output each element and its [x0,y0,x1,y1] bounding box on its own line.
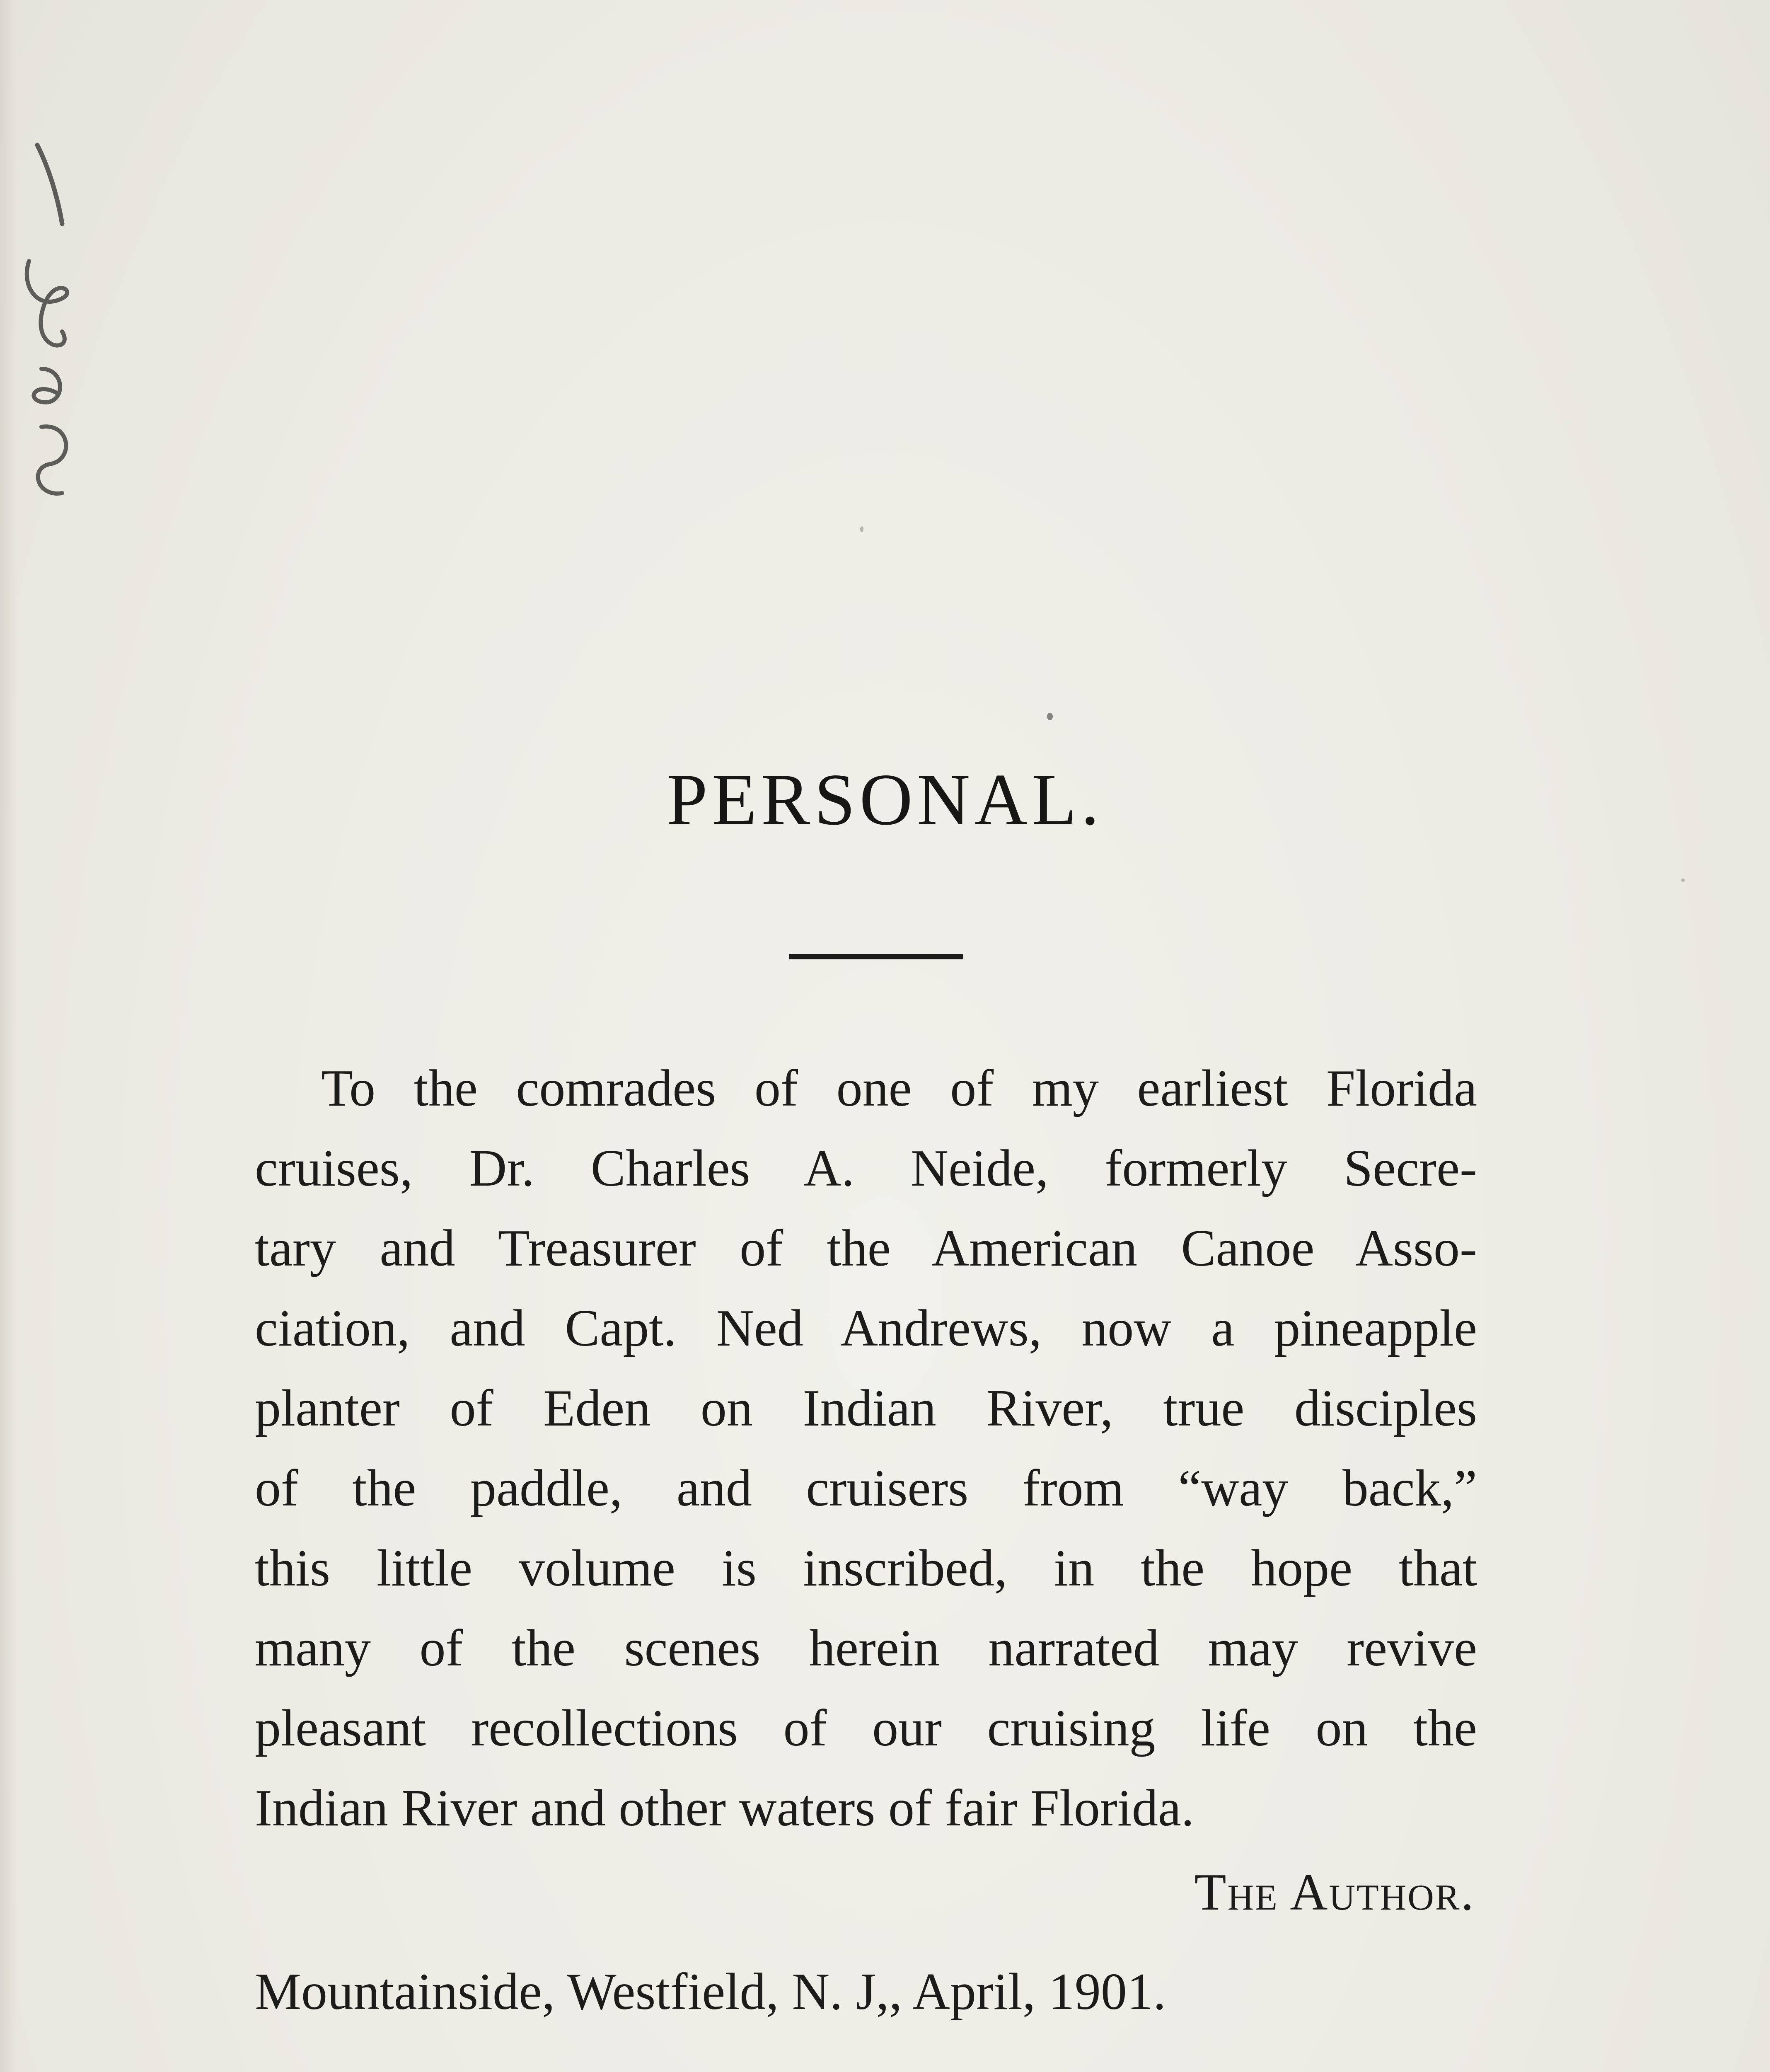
paper-speck [1047,713,1053,720]
paper-speck [860,526,863,532]
dedication-line: ciation, and Capt. Ned Andrews, now a pineapple [255,1300,1477,1357]
dedication-line: cruises, Dr. Charles A. Neide, formerly Secre- [255,1140,1477,1197]
dedication-line: To the comrades of one of my earliest Florida [321,1060,1477,1117]
handwritten-margin-mark-icon [12,137,83,510]
dedication-line: this little volume is inscribed, in the hope that [255,1539,1477,1597]
place-and-date: Mountainside, Westfield, N. J,, April, 1901. [255,1963,1166,2021]
author-signature: The Author. [1194,1864,1475,1921]
dedication-line: planter of Eden on Indian River, true disciples [255,1380,1477,1437]
dedication-line: tary and Treasurer of the American Canoe Asso- [255,1220,1477,1277]
dedication-line: pleasant recollections of our cruising life on the [255,1699,1477,1757]
page-title: PERSONAL. [666,758,1104,840]
dedication-line: Indian River and other waters of fair Florida. [255,1779,1195,1837]
dedication-text [255,1048,1477,1848]
title-rule [789,954,963,959]
dedication-line: many of the scenes herein narrated may revive [255,1619,1477,1677]
paper-speck [1681,879,1685,882]
dedication-line: of the paddle, and cruisers from “way back,” [255,1460,1477,1517]
